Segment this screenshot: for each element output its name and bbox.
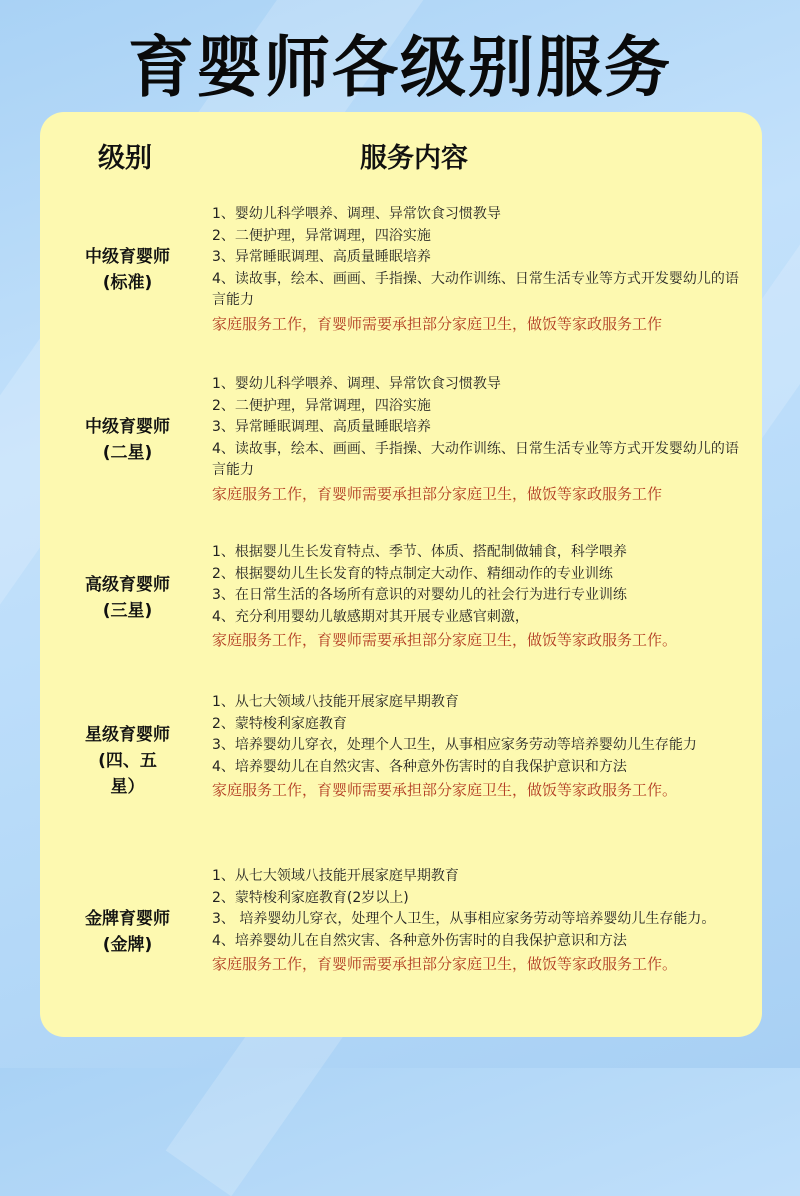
service-note: 家庭服务工作，育婴师需要承担部分家庭卫生，做饭等家政服务工作。 bbox=[212, 955, 678, 973]
level-name: 中级育婴师 bbox=[85, 247, 170, 267]
level-tier: (标准) bbox=[102, 273, 153, 293]
service-list bbox=[212, 204, 752, 336]
level-tier: (二星) bbox=[102, 443, 153, 463]
service-item: 4、培养婴幼儿在自然灾害、各种意外伤害时的自我保护意识和方法 bbox=[212, 932, 627, 949]
level-label bbox=[40, 414, 215, 466]
column-header-level: 级别 bbox=[98, 143, 152, 174]
service-list bbox=[212, 374, 752, 506]
level-tier: (金牌) bbox=[102, 935, 153, 955]
service-item: 4、读故事，绘本、画画、手指操、大动作训练、日常生活专业等方式开发婴幼儿的语言能力 bbox=[212, 270, 739, 308]
level-tier-cont: 星） bbox=[110, 777, 145, 797]
service-item: 4、读故事，绘本、画画、手指操、大动作训练、日常生活专业等方式开发婴幼儿的语言能力 bbox=[212, 440, 739, 478]
service-note: 家庭服务工作，育婴师需要承担部分家庭卫生，做饭等家政服务工作。 bbox=[212, 631, 678, 649]
level-name: 金牌育婴师 bbox=[85, 909, 170, 929]
service-list bbox=[212, 542, 752, 652]
service-item: 3、 培养婴幼儿穿衣，处理个人卫生，从事相应家务劳动等培养婴幼儿生存能力。 bbox=[212, 911, 716, 927]
service-list bbox=[212, 692, 752, 802]
service-item: 2、蒙特梭利家庭教育(2岁以上) bbox=[212, 889, 409, 906]
level-tier: (三星) bbox=[102, 601, 153, 621]
column-header-content: 服务内容 bbox=[360, 143, 468, 174]
service-item: 3、在日常生活的各场所有意识的对婴幼儿的社会行为进行专业训练 bbox=[212, 587, 627, 603]
service-item: 4、培养婴幼儿在自然灾害、各种意外伤害时的自我保护意识和方法 bbox=[212, 758, 627, 775]
service-item: 1、婴幼儿科学喂养、调理、异常饮食习惯教导 bbox=[212, 376, 501, 392]
service-note: 家庭服务工作，育婴师需要承担部分家庭卫生，做饭等家政服务工作 bbox=[212, 314, 663, 333]
service-note: 家庭服务工作，育婴师需要承担部分家庭卫生，做饭等家政服务工作 bbox=[212, 484, 663, 503]
service-item: 2、二便护理，异常调理，四浴实施 bbox=[212, 397, 431, 414]
level-label bbox=[40, 572, 215, 624]
service-note: 家庭服务工作，育婴师需要承担部分家庭卫生，做饭等家政服务工作。 bbox=[212, 781, 678, 799]
level-tier: (四、五 bbox=[98, 751, 157, 771]
service-item: 1、从七大领域八技能开展家庭早期教育 bbox=[212, 694, 459, 710]
service-item: 2、根据婴幼儿生长发育的特点制定大动作、精细动作的专业训练 bbox=[212, 565, 613, 582]
service-item: 4、充分利用婴幼儿敏感期对其开展专业感官刺激， bbox=[212, 608, 529, 625]
level-label bbox=[40, 244, 215, 296]
service-item: 3、异常睡眠调理、高质量睡眠培养 bbox=[212, 419, 431, 435]
service-item: 2、蒙特梭利家庭教育 bbox=[212, 715, 347, 732]
service-table-card bbox=[40, 112, 762, 1037]
service-item: 1、从七大领域八技能开展家庭早期教育 bbox=[212, 868, 459, 884]
service-item: 3、异常睡眠调理、高质量睡眠培养 bbox=[212, 249, 431, 265]
service-item: 1、根据婴儿生长发育特点、季节、体质、搭配制做辅食，科学喂养 bbox=[212, 544, 627, 560]
level-label bbox=[40, 906, 215, 958]
service-item: 1、婴幼儿科学喂养、调理、异常饮食习惯教导 bbox=[212, 206, 501, 222]
level-name: 高级育婴师 bbox=[85, 575, 170, 595]
page-title: 育婴师各级别服务 bbox=[128, 29, 672, 106]
service-item: 2、二便护理，异常调理，四浴实施 bbox=[212, 227, 431, 244]
service-item: 3、培养婴幼儿穿衣，处理个人卫生，从事相应家务劳动等培养婴幼儿生存能力 bbox=[212, 737, 697, 753]
level-name: 星级育婴师 bbox=[85, 725, 170, 745]
service-list bbox=[212, 866, 752, 976]
level-name: 中级育婴师 bbox=[85, 417, 170, 437]
level-label bbox=[40, 722, 215, 800]
